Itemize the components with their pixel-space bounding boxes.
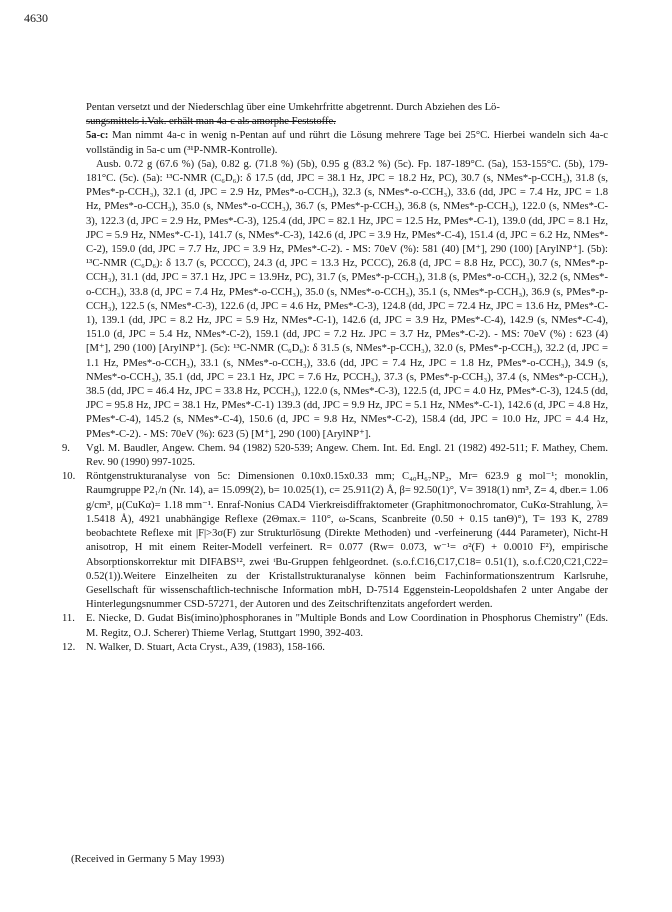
reference-number: 9. [62,442,70,454]
reference-number: 12. [62,641,76,653]
paragraph-5a-c-text: Man nimmt 4a-c in wenig n-Pentan auf und rührt die Lösung mehrere Tage bei 25°C. Hierbei wandeln sich 4a-c vollständig in 5a-c um (³¹P-NMR-Kontrolle). [86,130,608,156]
reference-item [62,470,608,612]
page-number: 4630 [24,11,48,25]
workup-struck-text: sungsmittels i.Vak. erhält man 4a-c als amorphe Feststoffe. [86,116,336,128]
reference-text: N. Walker, D. Stuart, Acta Cryst., A39, (1983), 158-166. [86,641,325,653]
paragraph-workup [86,101,608,129]
reference-text: E. Niecke, D. Gudat Bis(imino)phosphoranes in "Multiple Bonds and Low Coordination in Phosphorus Chemistry" (Eds. M. Regitz, O.J. Scherer) Thieme Verlag, Stuttgart 1990, 392-403. [86,613,608,639]
article-body [62,101,608,655]
reference-number: 11. [62,613,75,625]
reference-number: 10. [62,471,76,483]
paragraph-analytical-data: Ausb. 0.72 g (67.6 %) (5a), 0.82 g. (71.8 %) (5b), 0.95 g (83.2 %) (5c). Fp. 187-189°C. (5a), 153-155°C. (5b), 179-181°C. (5c). (5a): ¹³C-NMR (C₆D₆): δ 17.5 (dd, JPC = 38.1 Hz, JPC = 18.2 Hz, PC), 30.7 (s, NMes*-p-CCH₃), 31.8 (s, PMes*-p-CCH₃), 32.1 (d, JPC = 2.9 Hz, PMes*-o-CCH₃), 32.3 (s, NMes*-o-CCH₃), 33.6 (dd, JPC = 7.4 Hz, JPC = 1.8 Hz, PMes*-o-CCH₃), 35.0 (s, NMes*-o-CCH₃), 36.7 (s, PMes*-p-CCH₃), 36.8 (s, NMes*-p-CCH₃), 122.0 (s, NMes*-C-3), 122.3 (d, JPC = 2.9 Hz, PMes*-C-3), 125.4 (dd, JPC = 82.1 Hz, JPC = 12.5 Hz, PMes*-C-1), 139.0 (dd, JPC = 8.1 Hz, JPC = 5.9 Hz, NMes*-C-1), 141.7 (s, NMes*-C-3), 142.6 (d, JPC = 3.9 Hz, PMes*-C-4), 151.4 (d, JPC = 6.2 Hz, NMes*-C-2), 159.0 (dd, JPC = 7.7 Hz, JPC = 3.9 Hz, PMes*-C-2). - MS: 70eV (%): 581 (40) [M⁺], 290 (100) [ArylNP⁺]. (5b): ¹³C-NMR (C₆D₆): δ 13.7 (s, PCCCC), 24.3 (d, JPC = 13.3 Hz, PCCC), 26.8 (d, JPC = 8.8 Hz, PCC), 30.7 (s, NMes*-p-CCH₃), 31.1 (dd, JPC = 37.1 Hz, JPC = 13.9Hz, PC), 31.7 (s, PMes*-p-CCH₃), 31.8 (s, PMes*-o-CCH₃), 32.2 (s, NMes*-o-CCH₃), 33.8 (d, JPC = 7.4 Hz, PMes*-o-CCH₃), 35.0 (s, NMes*-o-CCH₃), 35.1 (s, NMes*-p-CCH₃), 36.9 (s, PMes*-p-CCH₃), 122.5 (s, NMes*-C-3), 122.6 (d, JPC = 4.6 Hz, PMes*-C-3), 124.8 (dd, JPC = 72.4 Hz, JPC = 13.6 Hz, PMes*-C-1), 139.1 (dd, JPC = 8.2 Hz, JPC = 5.9 Hz, NMes*-C-1), 142.6 (d, JPC = 3.9 Hz, PMes*-C-4), 142.9 (s, NMes*-C-4), 151.0 (d, JPC = 5.4 Hz, NMes*-C-2), 159.1 (dd, JPC = 7.2 Hz. JPC = 3.7 Hz, PMes*-C-2). - MS: 70eV (%) : 623 (4) [M⁺], 290 (100) [ArylNP⁺]. (5c): ¹³C-NMR (C₆D₆): δ 31.5 (s, NMes*-p-CCH₃), 32.0 (s, PMes*-p-CCH₃), 32.2 (d, JPC = 1.1 Hz, PMes*-o-CCH₃), 33.1 (s, NMes*-o-CCH₃), 33.6 (dd, JPC = 7.4 Hz, JPC = 1.8 Hz, PMes*-o-CCH₃), 34.9 (s, NMes*-o-CCH₃), 35.1 (dd, JPC = 23.1 Hz, JPC = 7.6 Hz, PCCH₃), 37.3 (s, PMes*-p-CCH₃), 37.4 (s, NMes*-p-CCH₃), 38.5 (dd, JPC = 46.4 Hz, JPC = 33.8 Hz, PCCH₃), 122.0 (s, NMes*-C-3), 122.5 (d, JPC = 4.0 Hz, PMes*-C-3), 124.5 (dd, JPC = 95.8 Hz, JPC = 38.1 Hz, PMes*-C-1) 139.3 (dd, JPC = 9.9 Hz, JPC = 5.1 Hz, NMes*-C-1), 142.6 (d, JPC = 4.8 Hz, PMes*-C-4), 145.2 (s, NMes*-C-4), 150.6 (d, JPC = 9.8 Hz, NMes*-C-2), 158.4 (dd, JPC = 10.0 Hz, JPC = 4.4 Hz, PMes*-C-2). - MS: 70eV (%): 623 (5) [M⁺], 290 (100) [ArylNP⁺]. [86,158,608,440]
reference-text: Vgl. M. Baudler, Angew. Chem. 94 (1982) 520-539; Angew. Chem. Int. Ed. Engl. 21 (1982) 492-511; F. Mathey, Chem. Rev. 90 (1990) 997-1025. [86,442,608,469]
reference-item [62,641,608,655]
reference-text: Röntgenstrukturanalyse von 5c: Dimensionen 0.10x0.15x0.33 mm; C₄₀H₆₇NP₂, Mr= 623.9 g mol⁻¹; monoklin, Raumgruppe P2₁/n (Nr. 14), a= 15.099(2), b= 10.025(1), c= 25.911(2) Å, β= 92.50(1)°, V= 3918(1) nm³, Z= 4, dber.= 1.06 g/cm³, μ(CuKα)= 1.18 mm⁻¹. Enraf-Nonius CAD4 Vierkreisdiffraktometer (Graphitmonochromator, CuKα-Strahlung, λ= 1.5418 Å), 4921 unabhängige Reflexe (2Θmax.= 110°, ω-Scans, Scanbreite (0.50 + 0.15 tanΘ)°), T= 193 K, 2789 beobachtete Reflexe mit |F|>3σ(F) zur Strukturlösung (Direkte Methoden) und -verfeinerung (444 Parameter), Nicht-H anisotrop, H mit einem Reiter-Modell verfeinert. R= 0.077 (Rw= 0.073, w⁻¹= σ²(F) + 0.0010 F²), empirische Absorptionskorrektur mit DIFABS¹², zwei ᵗBu-Gruppen fehlgeordnet. (s.o.f.C16,C17,C18= 0.51(1), s.o.f.C20,C21,C22= 0.52(1)).Weitere Einzelheiten zu der Kristallstrukturanalyse können beim Fachinformationszentrum Karlsruhe, Gesellschaft für wissenschaftlich-technische Information mbH, D-7514 Eggenstein-Leopoldshafen 2 unter Angabe der Hinterlegungsnummer CSD-57271, der Autoren und des Zeitschriftenzitats angefordert werden. [86,471,608,611]
paragraph-5a-c-label: 5a-c: [86,130,109,142]
reference-item [62,442,608,470]
paragraph-5a-c [86,129,608,157]
received-date: (Received in Germany 5 May 1993) [71,854,225,865]
workup-text: Pentan versetzt und der Niederschlag über eine Umkehrfritte abgetrennt. Durch Abziehen des Lö- [86,102,500,113]
reference-list [62,442,608,655]
reference-item [62,612,608,640]
